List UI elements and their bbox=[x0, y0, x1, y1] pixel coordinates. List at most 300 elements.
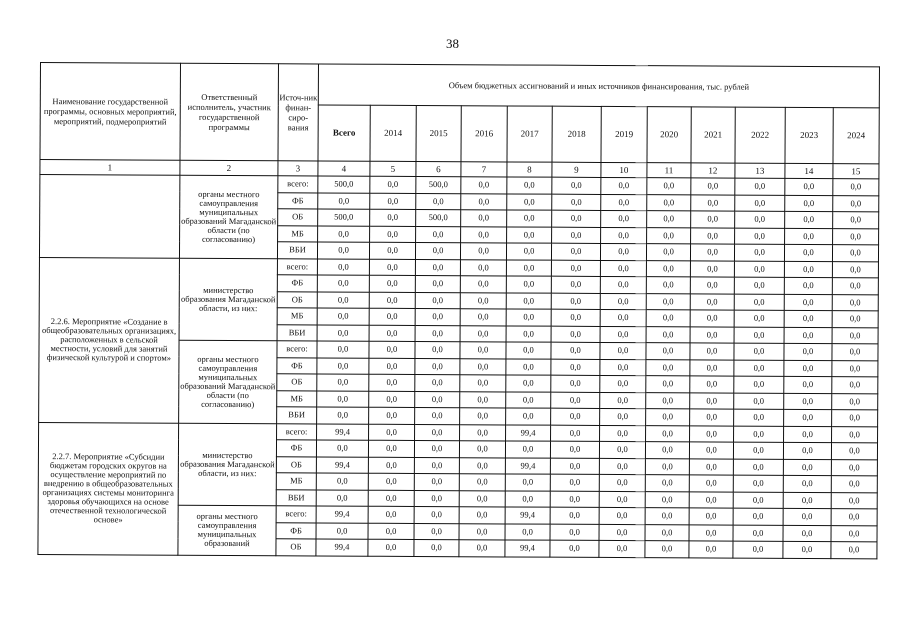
year-value: 0,0 bbox=[369, 358, 415, 375]
year-value: 0,0 bbox=[647, 178, 691, 195]
year-value: 0,0 bbox=[368, 523, 414, 540]
funding-source: ВБИ bbox=[277, 242, 317, 259]
year-value: 0,0 bbox=[832, 410, 878, 427]
year-value: 0,0 bbox=[414, 440, 459, 457]
total-value: 0,0 bbox=[316, 522, 368, 539]
year-value: 0,0 bbox=[784, 376, 832, 393]
year-value: 0,0 bbox=[599, 524, 645, 541]
funding-source: ФБ bbox=[278, 192, 318, 209]
year-value: 0,0 bbox=[414, 473, 459, 490]
year-value: 0,0 bbox=[506, 309, 551, 326]
year-value: 0,0 bbox=[507, 177, 552, 194]
year-value: 0,0 bbox=[459, 523, 505, 540]
year-value: 0,0 bbox=[690, 343, 734, 360]
year-value: 0,0 bbox=[369, 259, 415, 276]
year-value: 0,0 bbox=[459, 507, 505, 524]
year-value: 0,0 bbox=[506, 391, 551, 408]
funding-source: ОБ bbox=[276, 456, 316, 473]
participant-name: органы местного самоуправления муниципальных образований Магаданской области (по согласованию) bbox=[179, 175, 277, 258]
header-year: 2017 bbox=[507, 106, 552, 162]
year-value: 0,0 bbox=[646, 277, 690, 294]
total-value: 0,0 bbox=[317, 341, 369, 358]
year-value: 0,0 bbox=[550, 474, 599, 491]
year-value: 0,0 bbox=[831, 509, 877, 526]
year-value: 0,0 bbox=[690, 425, 734, 442]
year-value: 0,0 bbox=[784, 343, 832, 360]
year-value: 0,0 bbox=[600, 293, 646, 310]
total-value: 0,0 bbox=[317, 291, 369, 308]
year-value: 0,0 bbox=[460, 408, 506, 425]
year-value: 0,0 bbox=[734, 343, 784, 360]
year-value: 0,0 bbox=[415, 407, 460, 424]
year-value: 0,0 bbox=[370, 226, 416, 243]
year-value: 0,0 bbox=[689, 524, 733, 541]
year-value: 0,0 bbox=[735, 178, 785, 195]
year-value: 0,0 bbox=[646, 326, 690, 343]
measure-name: 2.2.7. Мероприятие «Субсидии бюджетам городских округов на осуществление мероприятий по внедрению в общеобразовательных организациях системы мониторинга здоровья обучающихся на основе отечественной технологической основе» bbox=[38, 422, 179, 555]
measure-name bbox=[39, 175, 179, 258]
year-value: 0,0 bbox=[599, 474, 645, 491]
funding-source: ФБ bbox=[276, 440, 316, 457]
funding-source: ОБ bbox=[277, 291, 317, 308]
year-value: 0,0 bbox=[414, 457, 459, 474]
year-value: 0,0 bbox=[369, 391, 415, 408]
year-value: 0,0 bbox=[505, 523, 550, 540]
funding-source: ВБИ bbox=[277, 324, 317, 341]
total-value: 0,0 bbox=[317, 242, 369, 259]
year-value: 0,0 bbox=[646, 409, 690, 426]
year-value: 0,0 bbox=[552, 194, 601, 211]
year-value: 0,0 bbox=[647, 211, 691, 228]
year-value: 0,0 bbox=[601, 210, 647, 227]
year-value: 0,0 bbox=[551, 375, 600, 392]
year-value: 0,0 bbox=[368, 473, 414, 490]
year-value: 0,0 bbox=[734, 261, 784, 278]
year-value: 0,0 bbox=[831, 459, 877, 476]
year-value: 0,0 bbox=[646, 310, 690, 327]
year-value: 0,0 bbox=[414, 490, 459, 507]
total-value: 0,0 bbox=[317, 374, 369, 391]
year-value: 0,0 bbox=[599, 507, 645, 524]
year-value: 0,0 bbox=[785, 195, 833, 212]
year-value: 0,0 bbox=[833, 195, 879, 212]
total-value: 99,4 bbox=[316, 456, 368, 473]
year-value: 0,0 bbox=[370, 176, 416, 193]
year-value: 0,0 bbox=[599, 491, 645, 508]
header-year: 2018 bbox=[552, 107, 601, 163]
year-value: 0,0 bbox=[600, 260, 646, 277]
header-year: 2019 bbox=[601, 107, 647, 163]
year-value: 0,0 bbox=[784, 426, 832, 443]
year-value: 0,0 bbox=[832, 344, 878, 361]
year-value: 0,0 bbox=[645, 508, 689, 525]
year-value: 0,0 bbox=[551, 260, 600, 277]
year-value: 0,0 bbox=[415, 358, 460, 375]
year-value: 0,0 bbox=[368, 539, 414, 556]
year-value: 0,0 bbox=[369, 407, 415, 424]
year-value: 0,0 bbox=[691, 194, 735, 211]
year-value: 0,0 bbox=[832, 245, 878, 262]
year-value: 0,0 bbox=[691, 211, 735, 228]
year-value: 0,0 bbox=[784, 409, 832, 426]
year-value: 0,0 bbox=[832, 377, 878, 394]
year-value: 0,0 bbox=[461, 177, 507, 194]
year-value: 0,0 bbox=[550, 507, 599, 524]
participant-name: министерство образования Магаданской области, из них: bbox=[178, 423, 276, 506]
year-value: 0,0 bbox=[551, 276, 600, 293]
year-value: 0,0 bbox=[600, 425, 646, 442]
year-value: 0,0 bbox=[551, 392, 600, 409]
year-value: 0,0 bbox=[690, 310, 734, 327]
year-value: 0,0 bbox=[460, 292, 506, 309]
year-value: 0,0 bbox=[507, 226, 552, 243]
year-value: 0,0 bbox=[733, 541, 783, 558]
column-number: 13 bbox=[735, 163, 785, 178]
year-value: 0,0 bbox=[783, 442, 831, 459]
year-value: 0,0 bbox=[459, 540, 505, 557]
year-value: 0,0 bbox=[784, 294, 832, 311]
year-value: 0,0 bbox=[551, 342, 600, 359]
year-value: 0,0 bbox=[783, 541, 831, 558]
year-value: 0,0 bbox=[646, 425, 690, 442]
funding-source: всего: bbox=[277, 423, 317, 440]
year-value: 0,0 bbox=[645, 524, 689, 541]
year-value: 0,0 bbox=[551, 425, 600, 442]
funding-source: ОБ bbox=[276, 539, 316, 556]
year-value: 0,0 bbox=[646, 244, 690, 261]
year-value: 0,0 bbox=[785, 228, 833, 245]
year-value: 0,0 bbox=[733, 492, 783, 509]
column-number: 9 bbox=[552, 162, 601, 177]
year-value: 0,0 bbox=[550, 540, 599, 557]
year-value: 0,0 bbox=[415, 391, 460, 408]
header-year: 2021 bbox=[691, 107, 735, 163]
header-volume: Объем бюджетных ассигнований и иных источников финансирования, тыс. рублей bbox=[318, 64, 879, 108]
year-value: 0,0 bbox=[460, 391, 506, 408]
year-value: 0,0 bbox=[734, 376, 784, 393]
year-value: 0,0 bbox=[733, 475, 783, 492]
year-value: 0,0 bbox=[601, 194, 647, 211]
funding-source: всего: bbox=[277, 341, 317, 358]
year-value: 0,0 bbox=[690, 326, 734, 343]
year-value: 0,0 bbox=[735, 211, 785, 228]
year-value: 0,0 bbox=[416, 226, 461, 243]
year-value: 0,0 bbox=[550, 458, 599, 475]
funding-source: ВБИ bbox=[277, 407, 317, 424]
year-value: 0,0 bbox=[645, 541, 689, 558]
year-value: 0,0 bbox=[690, 359, 734, 376]
year-value: 0,0 bbox=[600, 359, 646, 376]
year-value: 0,0 bbox=[505, 474, 550, 491]
header-year: 2024 bbox=[833, 108, 879, 164]
year-value: 0,0 bbox=[550, 524, 599, 541]
year-value: 0,0 bbox=[783, 492, 831, 509]
funding-source: ФБ bbox=[276, 522, 316, 539]
year-value: 0,0 bbox=[369, 308, 415, 325]
year-value: 0,0 bbox=[414, 539, 459, 556]
table-body bbox=[38, 175, 879, 559]
year-value: 0,0 bbox=[506, 259, 551, 276]
year-value: 0,0 bbox=[370, 193, 416, 210]
year-value: 0,0 bbox=[415, 341, 460, 358]
year-value: 0,0 bbox=[599, 458, 645, 475]
year-value: 0,0 bbox=[784, 360, 832, 377]
year-value: 0,0 bbox=[689, 475, 733, 492]
year-value: 0,0 bbox=[784, 244, 832, 261]
year-value: 0,0 bbox=[599, 540, 645, 557]
year-value: 0,0 bbox=[505, 490, 550, 507]
year-value: 0,0 bbox=[415, 292, 460, 309]
column-number: 8 bbox=[507, 162, 552, 177]
year-value: 0,0 bbox=[600, 392, 646, 409]
year-value: 0,0 bbox=[734, 360, 784, 377]
year-value: 0,0 bbox=[735, 195, 785, 212]
year-value: 0,0 bbox=[689, 458, 733, 475]
year-value: 0,0 bbox=[831, 525, 877, 542]
year-value: 0,0 bbox=[783, 459, 831, 476]
year-value: 0,0 bbox=[733, 525, 783, 542]
year-value: 0,0 bbox=[601, 227, 647, 244]
year-value: 0,0 bbox=[689, 491, 733, 508]
total-value: 0,0 bbox=[317, 308, 369, 325]
year-value: 0,0 bbox=[784, 393, 832, 410]
total-value: 0,0 bbox=[318, 225, 370, 242]
year-value: 0,0 bbox=[506, 325, 551, 342]
year-value: 0,0 bbox=[690, 244, 734, 261]
year-value: 0,0 bbox=[690, 277, 734, 294]
participant-name: министерство образования Магаданской области, из них: bbox=[179, 258, 277, 341]
year-value: 0,0 bbox=[647, 194, 691, 211]
year-value: 0,0 bbox=[735, 228, 785, 245]
header-year: 2020 bbox=[647, 107, 691, 163]
year-value: 0,0 bbox=[552, 177, 601, 194]
funding-source: МБ bbox=[276, 473, 316, 490]
year-value: 99,4 bbox=[505, 507, 550, 524]
year-value: 0,0 bbox=[551, 326, 600, 343]
year-value: 0,0 bbox=[733, 442, 783, 459]
year-value: 0,0 bbox=[551, 243, 600, 260]
year-value: 0,0 bbox=[646, 343, 690, 360]
header-name: Наименование государственной программы, основных мероприятий, мероприятий, подмероприятий bbox=[40, 63, 181, 161]
year-value: 0,0 bbox=[601, 177, 647, 194]
year-value: 0,0 bbox=[415, 325, 460, 342]
year-value: 0,0 bbox=[734, 310, 784, 327]
year-value: 0,0 bbox=[734, 426, 784, 443]
header-year: 2023 bbox=[785, 108, 833, 164]
year-value: 0,0 bbox=[600, 342, 646, 359]
year-value: 0,0 bbox=[646, 376, 690, 393]
year-value: 0,0 bbox=[506, 292, 551, 309]
year-value: 500,0 bbox=[416, 209, 461, 226]
column-number: 2 bbox=[180, 160, 278, 176]
year-value: 0,0 bbox=[369, 275, 415, 292]
year-value: 0,0 bbox=[832, 294, 878, 311]
page-number: 38 bbox=[446, 36, 459, 51]
year-value: 0,0 bbox=[551, 359, 600, 376]
total-value: 0,0 bbox=[317, 357, 369, 374]
year-value: 0,0 bbox=[415, 259, 460, 276]
year-value: 0,0 bbox=[785, 178, 833, 195]
year-value: 0,0 bbox=[832, 393, 878, 410]
year-value: 0,0 bbox=[415, 374, 460, 391]
year-value: 0,0 bbox=[414, 523, 459, 540]
year-value: 99,4 bbox=[506, 424, 551, 441]
year-value: 0,0 bbox=[459, 457, 505, 474]
year-value: 0,0 bbox=[461, 226, 507, 243]
total-value: 0,0 bbox=[316, 473, 368, 490]
total-value: 0,0 bbox=[317, 390, 369, 407]
participant-name: органы местного самоуправления муниципальных образований Магаданской области (по согласованию) bbox=[179, 340, 277, 423]
header-source: Источ-ник финан-сиро-вания bbox=[278, 64, 319, 161]
year-value: 0,0 bbox=[645, 491, 689, 508]
funding-source: ОБ bbox=[278, 209, 318, 226]
year-value: 0,0 bbox=[690, 376, 734, 393]
year-value: 0,0 bbox=[689, 508, 733, 525]
year-value: 0,0 bbox=[785, 211, 833, 228]
year-value: 0,0 bbox=[507, 210, 552, 227]
funding-source: всего: bbox=[278, 176, 318, 193]
year-value: 0,0 bbox=[416, 193, 461, 210]
year-value: 0,0 bbox=[831, 476, 877, 493]
year-value: 0,0 bbox=[833, 179, 879, 196]
header-year: 2022 bbox=[735, 108, 785, 164]
year-value: 0,0 bbox=[734, 393, 784, 410]
funding-source: всего: bbox=[276, 506, 316, 523]
year-value: 0,0 bbox=[833, 228, 879, 245]
funding-source: всего: bbox=[277, 258, 317, 275]
column-number: 10 bbox=[601, 162, 647, 177]
year-value: 0,0 bbox=[370, 209, 416, 226]
year-value: 0,0 bbox=[505, 441, 550, 458]
year-value: 0,0 bbox=[369, 424, 415, 441]
year-value: 0,0 bbox=[551, 293, 600, 310]
year-value: 0,0 bbox=[506, 243, 551, 260]
year-value: 0,0 bbox=[831, 492, 877, 509]
total-value: 0,0 bbox=[318, 192, 370, 209]
year-value: 99,4 bbox=[505, 457, 550, 474]
year-value: 0,0 bbox=[551, 309, 600, 326]
year-value: 0,0 bbox=[832, 311, 878, 328]
year-value: 0,0 bbox=[832, 426, 878, 443]
year-value: 0,0 bbox=[552, 227, 601, 244]
year-value: 0,0 bbox=[600, 375, 646, 392]
year-value: 0,0 bbox=[369, 325, 415, 342]
column-number: 15 bbox=[833, 164, 879, 179]
year-value: 0,0 bbox=[645, 442, 689, 459]
year-value: 0,0 bbox=[690, 392, 734, 409]
funding-source: ФБ bbox=[277, 275, 317, 292]
year-value: 0,0 bbox=[831, 542, 877, 559]
total-value: 0,0 bbox=[317, 258, 369, 275]
year-value: 0,0 bbox=[461, 193, 507, 210]
total-value: 99,4 bbox=[316, 539, 368, 556]
year-value: 0,0 bbox=[368, 457, 414, 474]
year-value: 0,0 bbox=[507, 193, 552, 210]
year-value: 99,4 bbox=[505, 540, 550, 557]
year-value: 0,0 bbox=[550, 491, 599, 508]
year-value: 0,0 bbox=[600, 243, 646, 260]
year-value: 0,0 bbox=[783, 475, 831, 492]
year-value: 0,0 bbox=[691, 178, 735, 195]
header-total: Всего bbox=[318, 105, 370, 161]
year-value: 0,0 bbox=[784, 261, 832, 278]
year-value: 0,0 bbox=[550, 441, 599, 458]
year-value: 0,0 bbox=[506, 276, 551, 293]
header-year: 2016 bbox=[461, 106, 507, 162]
year-value: 0,0 bbox=[600, 276, 646, 293]
header-responsible: Ответственный исполнитель, участник государственной программы bbox=[180, 63, 279, 161]
year-value: 0,0 bbox=[783, 525, 831, 542]
year-value: 0,0 bbox=[414, 506, 459, 523]
total-value: 0,0 bbox=[317, 407, 369, 424]
year-value: 0,0 bbox=[459, 474, 505, 491]
year-value: 0,0 bbox=[368, 506, 414, 523]
year-value: 0,0 bbox=[691, 227, 735, 244]
year-value: 0,0 bbox=[733, 508, 783, 525]
year-value: 0,0 bbox=[506, 375, 551, 392]
year-value: 0,0 bbox=[690, 260, 734, 277]
funding-source: МБ bbox=[278, 225, 318, 242]
total-value: 99,4 bbox=[316, 506, 368, 523]
year-value: 0,0 bbox=[600, 326, 646, 343]
year-value: 0,0 bbox=[646, 260, 690, 277]
year-value: 0,0 bbox=[647, 227, 691, 244]
year-value: 0,0 bbox=[690, 293, 734, 310]
total-value: 0,0 bbox=[317, 275, 369, 292]
year-value: 0,0 bbox=[645, 458, 689, 475]
year-value: 0,0 bbox=[415, 424, 460, 441]
year-value: 0,0 bbox=[459, 441, 505, 458]
year-value: 0,0 bbox=[551, 408, 600, 425]
year-value: 0,0 bbox=[646, 392, 690, 409]
header-year: 2015 bbox=[416, 106, 461, 162]
year-value: 0,0 bbox=[460, 276, 506, 293]
column-number: 11 bbox=[647, 163, 691, 178]
budget-table bbox=[37, 62, 880, 559]
year-value: 0,0 bbox=[460, 243, 506, 260]
year-value: 0,0 bbox=[369, 242, 415, 259]
year-value: 0,0 bbox=[734, 409, 784, 426]
year-value: 0,0 bbox=[460, 375, 506, 392]
year-value: 0,0 bbox=[460, 309, 506, 326]
total-value: 0,0 bbox=[317, 324, 369, 341]
year-value: 0,0 bbox=[784, 277, 832, 294]
funding-source: МБ bbox=[277, 308, 317, 325]
header-year: 2014 bbox=[370, 106, 416, 162]
total-value: 0,0 bbox=[316, 489, 368, 506]
column-number: 12 bbox=[691, 163, 735, 178]
year-value: 0,0 bbox=[734, 327, 784, 344]
year-value: 0,0 bbox=[734, 244, 784, 261]
table-header bbox=[40, 63, 880, 179]
column-number: 4 bbox=[318, 161, 370, 176]
year-value: 0,0 bbox=[506, 358, 551, 375]
column-number: 1 bbox=[40, 160, 180, 176]
year-value: 0,0 bbox=[369, 292, 415, 309]
year-value: 0,0 bbox=[734, 277, 784, 294]
year-value: 0,0 bbox=[689, 541, 733, 558]
year-value: 0,0 bbox=[460, 342, 506, 359]
funding-source: ОБ bbox=[277, 374, 317, 391]
year-value: 0,0 bbox=[460, 325, 506, 342]
year-value: 0,0 bbox=[415, 242, 460, 259]
year-value: 0,0 bbox=[552, 210, 601, 227]
year-value: 0,0 bbox=[832, 327, 878, 344]
year-value: 0,0 bbox=[600, 309, 646, 326]
year-value: 0,0 bbox=[831, 443, 877, 460]
year-value: 0,0 bbox=[689, 442, 733, 459]
year-value: 0,0 bbox=[600, 408, 646, 425]
